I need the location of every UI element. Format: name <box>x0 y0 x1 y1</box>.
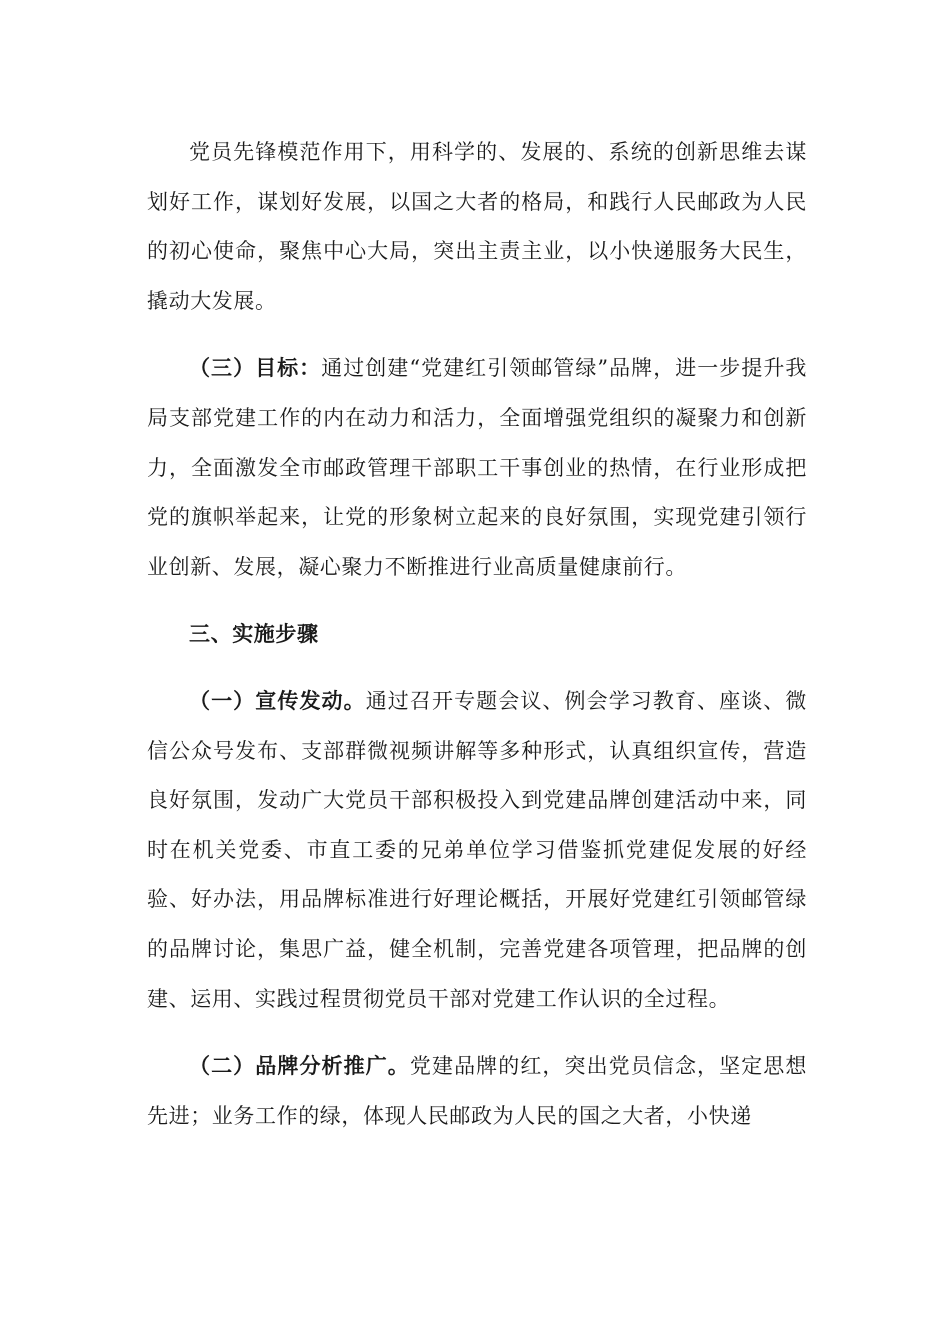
paragraph-gap <box>147 326 807 343</box>
publicity-body: 通过召开专题会议、例会学习教育、座谈、微信公众号发布、支部群微视频讲解等多种形式，认真组织宣传，营造良好氛围，发动广大党员干部积极投入到党建品牌创建活动中来，同时在机关党委、市直工委的兄弟单位学习借鉴抓党建促发展的好经验、好办法，用品牌标准进行好理论概括，开展好党建红引领邮管绿的品牌讨论，集思广益，健全机制，完善党建各项管理，把品牌的创建、运用、实践过程贯彻党员干部对党建工作认识的全过程。 <box>147 688 807 1011</box>
section-heading-implementation-steps: 三、实施步骤 <box>189 621 319 647</box>
paragraph-publicity <box>147 676 807 1024</box>
paragraph-goal <box>147 343 807 592</box>
brand-promotion-body: 党建品牌的红，突出党员信念，坚定思想先进；业务工作的绿，体现人民邮政为人民的国之大者，小快递 <box>147 1054 807 1128</box>
paragraph-gap <box>147 1024 807 1041</box>
goal-body: 通过创建“党建红引领邮管绿”品牌，进一步提升我局支部党建工作的内在动力和活力，全面增强党组织的凝聚力和创新力，全面激发全市邮政管理干部职工干事创业的热情，在行业形成把党的旗帜举起来，让党的形象树立起来的良好氛围，实现党建引领行业创新、发展，凝心聚力不断推进行业高质量健康前行。 <box>147 356 807 579</box>
paragraph-brand-promotion <box>147 1041 807 1141</box>
document-page <box>147 128 807 1141</box>
goal-lead: （三）目标： <box>189 355 322 381</box>
publicity-lead: （一）宣传发动。 <box>189 687 366 713</box>
brand-promotion-lead: （二）品牌分析推广。 <box>189 1053 410 1079</box>
paragraph-gap <box>147 592 807 609</box>
paragraph-pioneer-role: 党员先锋模范作用下，用科学的、发展的、系统的创新思维去谋划好工作，谋划好发展，以国之大者的格局，和践行人民邮政为人民的初心使命，聚焦中心大局，突出主责主业，以小快递服务大民生，撬动大发展。 <box>147 140 807 313</box>
paragraph-gap <box>147 659 807 676</box>
